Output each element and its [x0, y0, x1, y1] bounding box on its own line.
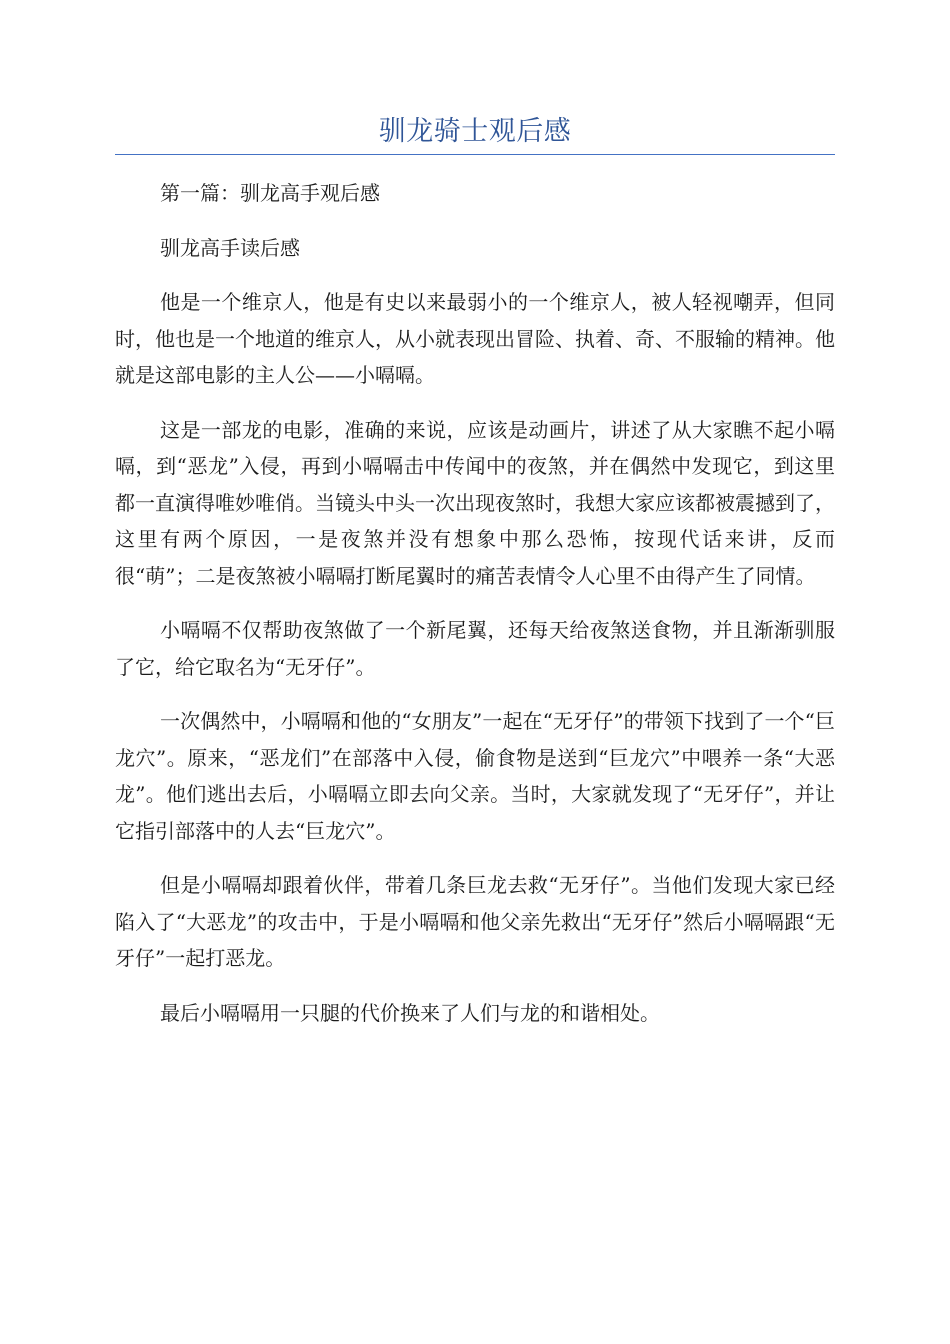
paragraph: 一次偶然中，小嗝嗝和他的“女朋友”一起在“无牙仔”的带领下找到了一个“巨龙穴”。原来，“恶龙们”在部落中入侵，偷食物是送到“巨龙穴”中喂养一条“大恶龙”。他们逃出去后，小嗝嗝立即去向父亲。当时，大家就发现了“无牙仔”，并让它指引部落中的人去“巨龙穴”。 — [115, 709, 835, 843]
paragraph: 但是小嗝嗝却跟着伙伴，带着几条巨龙去救“无牙仔”。当他们发现大家已经陷入了“大恶龙”的攻击中，于是小嗝嗝和他父亲先救出“无牙仔”然后小嗝嗝跟“无牙仔”一起打恶龙。 — [115, 873, 835, 970]
paragraph: 小嗝嗝不仅帮助夜煞做了一个新尾翼，还每天给夜煞送食物，并且渐渐驯服了它，给它取名为“无牙仔”。 — [115, 618, 835, 679]
section-heading: 第一篇：驯龙高手观后感 — [160, 181, 380, 205]
subheading: 驯龙高手读后感 — [160, 235, 300, 260]
paragraph: 他是一个维京人，他是有史以来最弱小的一个维京人，被人轻视嘲弄，但同时，他也是一个地道的维京人，从小就表现出冒险、执着、奇、不服输的精神。他就是这部电影的主人公——小嗝嗝。 — [115, 290, 835, 387]
paragraph: 这是一部龙的电影，准确的来说，应该是动画片，讲述了从大家瞧不起小嗝嗝，到“恶龙”入侵，再到小嗝嗝击中传闻中的夜煞，并在偶然中发现它，到这里都一直演得唯妙唯俏。当镜头中头一次出现夜煞时，我想大家应该都被震撼到了，这里有两个原因，一是夜煞并没有想象中那么恐怖，按现代话来讲，反而很“萌”；二是夜煞被小嗝嗝打断尾翼时的痛苦表情令人心里不由得产生了同情。 — [115, 417, 835, 588]
document-title: 驯龙骑士观后感 — [378, 116, 572, 147]
paragraph: 最后小嗝嗝用一只腿的代价换来了人们与龙的和谐相处。 — [160, 1000, 660, 1025]
document-body — [115, 175, 835, 1049]
title-underline — [115, 154, 835, 155]
